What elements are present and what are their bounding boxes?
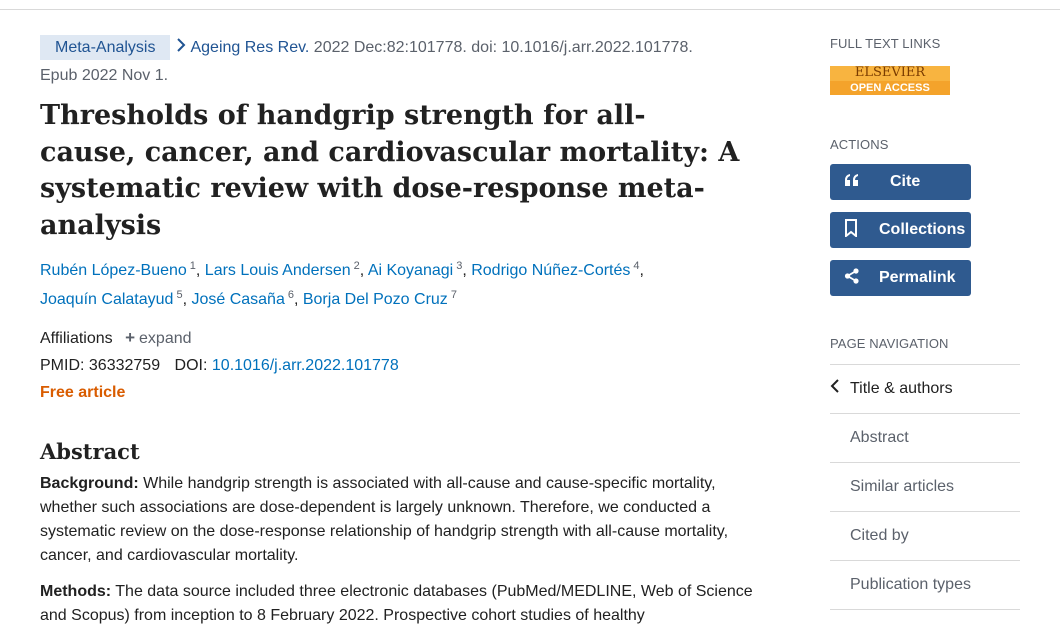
permalink-label: Permalink [879,269,956,286]
nav-item-label: Similar articles [850,478,955,495]
background-text: While handgrip strength is associated with all-cause and cause-specific mortality, whether such associations are dose-dependent is largely unknown. Therefore, we conducted a systematic review on the dose-response relationship of handgrip strength with all-cause mortality, cancer, and cardiovascular mortality. [40,475,729,564]
nav-item-title-authors[interactable] [830,365,1020,414]
affiliation-ref[interactable]: 6 [287,289,294,301]
affiliation-ref[interactable]: 3 [456,260,463,272]
nav-item-label: Publication types [850,576,971,593]
collections-button[interactable] [830,212,971,248]
affiliations-row [40,324,770,352]
affiliations-label: Affiliations [40,330,113,347]
sidebar [830,36,1020,610]
author-list: Rubén López-Bueno $^1$, Lars Louis Andersen $^2$, Ai Koyanagi $^3$, Rodrigo Núñez-Cortés $^4$, Joaquín Calatayud $^5$, José Casaña $^6$, Borja Del Pozo Cruz $^7$ [40,260,644,308]
nav-item-label: Cited by [850,527,909,544]
nav-item-label: Title & authors [850,380,953,397]
page-navigation-list [830,364,1020,610]
affiliation-ref[interactable]: 1 [189,260,196,272]
author-link[interactable]: Lars Louis Andersen [204,262,351,279]
article-main [40,33,770,640]
affiliation-ref[interactable]: 4 [633,260,640,272]
actions-heading: ACTIONS [830,137,889,152]
elsevier-open-access-link[interactable] [830,66,950,95]
affiliation-ref[interactable]: 2 [353,260,360,272]
article-title: Thresholds of handgrip strength for all-cause, cancer, and cardiovascular mortality: A systematic review with dose-response meta-analysis [40,100,740,241]
nav-item-abstract[interactable] [830,414,1020,463]
chevron-right-icon [176,33,186,61]
methods-label: Methods: [40,583,112,600]
cite-button[interactable] [830,164,971,200]
identifiers [40,352,770,379]
quote-icon [844,173,866,192]
epub-date: Epub 2022 Nov 1. [40,67,169,84]
doi-label: DOI: [174,357,208,374]
pmid-label: PMID: [40,357,85,374]
background-label: Background: [40,475,139,492]
author-link[interactable]: Rodrigo Núñez-Cortés [471,262,631,279]
citation-line [40,33,770,90]
nav-item-similar-articles[interactable] [830,463,1020,512]
header-divider [0,0,1060,10]
affiliation-ref[interactable]: 5 [176,289,183,301]
permalink-button[interactable] [830,260,971,296]
affiliation-ref[interactable]: 7 [450,289,457,301]
elsevier-logo-text: ELSEVIER [830,66,950,81]
author-link[interactable]: Ai Koyanagi [367,262,454,279]
affiliations-expand-button[interactable] [125,330,191,347]
doi-link[interactable]: 10.1016/j.arr.2022.101778 [211,357,399,374]
author-link[interactable]: José Casaña [191,291,285,308]
chevron-left-icon [830,378,840,399]
author-link[interactable]: Joaquín Calatayud [40,291,174,308]
share-icon [844,268,866,289]
methods-text: The data source included three electronic databases (PubMed/MEDLINE, Web of Science and Scopus) from inception to 8 February 2022. Prospective cohort studies of healthy [40,583,753,624]
bookmark-icon [844,219,866,242]
abstract-methods [40,580,755,628]
open-access-text: OPEN ACCESS [850,82,930,94]
abstract-background [40,472,755,568]
full-text-links-heading: FULL TEXT LINKS [830,36,941,51]
nav-item-label: Abstract [850,429,909,446]
free-article-label: Free article [40,384,126,401]
expand-label: expand [139,330,192,347]
pmid-value: 36332759 [88,357,161,374]
author-link[interactable]: Borja Del Pozo Cruz [302,291,448,308]
publication-type-badge[interactable]: Meta-Analysis [40,35,170,60]
collections-label: Collections [879,221,966,238]
cite-label: Cite [890,173,921,190]
author-link[interactable]: Rubén López-Bueno [40,262,187,279]
citation-details: 2022 Dec:82:101778. doi: 10.1016/j.arr.2022.101778. [309,39,693,56]
page-navigation-heading: PAGE NAVIGATION [830,336,949,351]
nav-item-cited-by[interactable] [830,512,1020,561]
journal-link[interactable]: Ageing Res Rev. [190,39,310,56]
abstract-heading: Abstract [40,439,140,464]
plus-icon: + [125,328,136,347]
nav-item-publication-types[interactable] [830,561,1020,610]
